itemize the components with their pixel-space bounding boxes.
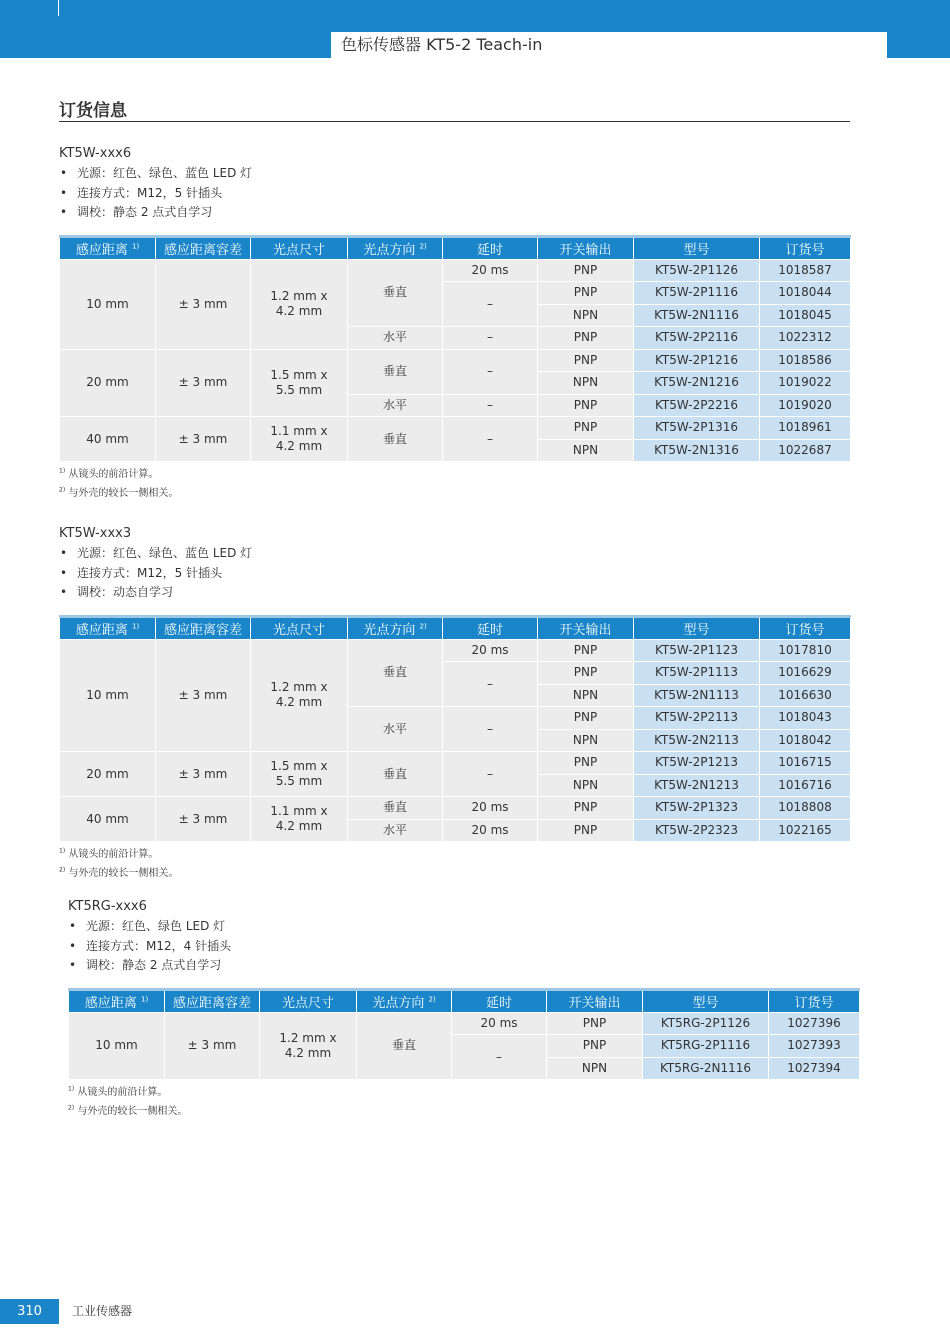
feature-item	[68, 956, 859, 976]
bullet-mark: •	[60, 185, 68, 200]
column-header-label: 型号	[683, 242, 710, 258]
column-header-label: 感应距离	[75, 242, 128, 258]
table-cell: KT5W-2N1316	[634, 439, 760, 462]
column-header-label: 光点方向	[363, 622, 416, 638]
column-header	[60, 236, 156, 259]
table-cell: 1018044	[760, 282, 851, 305]
column-header	[538, 616, 634, 639]
bullet-mark: •	[60, 166, 68, 180]
page-number: 310	[0, 1299, 59, 1324]
feature-item	[59, 583, 850, 603]
footnote-mark: 2)	[419, 622, 427, 631]
table-cell: 40 mm	[60, 417, 156, 462]
table-cell: –	[443, 662, 538, 707]
bullet-mark: •	[69, 958, 77, 972]
table-cell: PNP	[538, 394, 634, 417]
table-cell: 水平	[348, 327, 443, 350]
table-cell: 20 ms	[443, 819, 538, 842]
table-cell: 1018043	[760, 707, 851, 730]
table-cell: 40 mm	[60, 797, 156, 842]
column-header-label: 感应距离	[75, 622, 128, 638]
table-cell: 1.2 mm x 4.2 mm	[260, 1012, 357, 1080]
table-cell: NPN	[538, 684, 634, 707]
table-row	[60, 752, 851, 775]
table-cell: 1022165	[760, 819, 851, 842]
table-cell: PNP	[538, 797, 634, 820]
table-cell: KT5W-2N1113	[634, 684, 760, 707]
feature-text: 光源：红色、绿色 LED 灯	[86, 919, 226, 933]
table-cell: 1022687	[760, 439, 851, 462]
feature-text: 光源：红色、绿色、蓝色 LED 灯	[77, 166, 253, 180]
table-cell: KT5W-2N1213	[634, 774, 760, 797]
table-cell: 垂直	[348, 349, 443, 394]
column-header-label: 开关输出	[568, 995, 621, 1011]
table-cell: 20 ms	[443, 639, 538, 662]
column-header	[538, 236, 634, 259]
footnote-text: 与外壳的较长一侧相关。	[68, 488, 179, 499]
column-header	[156, 616, 251, 639]
product-group-kt5w-xxx6	[59, 145, 850, 503]
footnote-mark: 1)	[68, 1085, 75, 1093]
column-header	[452, 989, 547, 1012]
column-header	[547, 989, 643, 1012]
table-cell: NPN	[538, 304, 634, 327]
table-cell: ± 3 mm	[156, 797, 251, 842]
table-cell: 10 mm	[69, 1012, 165, 1080]
footnote	[59, 845, 850, 864]
table-cell: 1018586	[760, 349, 851, 372]
table-cell: 1016629	[760, 662, 851, 685]
table-cell: –	[443, 282, 538, 327]
table-cell: 1016716	[760, 774, 851, 797]
column-header-label: 延时	[485, 995, 512, 1011]
column-header	[348, 236, 443, 259]
footnote-mark: 2)	[428, 995, 436, 1004]
feature-list	[68, 917, 859, 976]
table-cell: 1022312	[760, 327, 851, 350]
table-cell: –	[443, 707, 538, 752]
table-cell: 1018587	[760, 259, 851, 282]
model-series-name: KT5W-xxx6	[59, 146, 132, 161]
model-series-name: KT5W-xxx3	[59, 526, 132, 541]
header-tick-mark	[58, 0, 59, 16]
column-header-label: 光点方向	[372, 995, 425, 1011]
footnote-text: 从镜头的前沿计算。	[68, 469, 159, 480]
table-cell: 1019020	[760, 394, 851, 417]
column-header	[443, 236, 538, 259]
column-header-label: 订货号	[794, 995, 834, 1011]
table-cell: 1016630	[760, 684, 851, 707]
footnote-text: 从镜头的前沿计算。	[77, 1087, 168, 1098]
table-cell: PNP	[538, 259, 634, 282]
table-cell: KT5W-2P1113	[634, 662, 760, 685]
table-cell: PNP	[538, 819, 634, 842]
table-cell: 1027396	[769, 1012, 860, 1035]
table-cell: PNP	[538, 282, 634, 305]
column-header	[251, 236, 348, 259]
column-header-label: 感应距离容差	[163, 622, 242, 638]
column-header	[156, 236, 251, 259]
table-cell: 1.1 mm x 4.2 mm	[251, 797, 348, 842]
column-header	[760, 236, 851, 259]
feature-item	[68, 937, 859, 957]
product-group-kt5w-xxx3	[59, 525, 850, 883]
feature-item	[59, 544, 850, 564]
table-cell: 垂直	[348, 797, 443, 820]
table-cell: 垂直	[348, 259, 443, 327]
column-header	[357, 989, 452, 1012]
table-cell: KT5W-2P1116	[634, 282, 760, 305]
footnotes	[59, 845, 850, 883]
table-row	[60, 349, 851, 372]
bullet-mark: •	[60, 205, 68, 219]
table-cell: 1018808	[760, 797, 851, 820]
table-cell: KT5W-2P1216	[634, 349, 760, 372]
table-row	[69, 1012, 860, 1035]
table-cell: 1.5 mm x 5.5 mm	[251, 752, 348, 797]
table-cell: –	[443, 349, 538, 394]
table-cell: –	[443, 417, 538, 462]
table-cell: ± 3 mm	[156, 417, 251, 462]
footnote-mark: 1)	[59, 847, 66, 855]
table-cell: KT5RG-2P1126	[643, 1012, 769, 1035]
table-cell: KT5W-2P2113	[634, 707, 760, 730]
table-cell: 垂直	[348, 417, 443, 462]
table-cell: KT5RG-2N1116	[643, 1057, 769, 1080]
column-header-label: 光点尺寸	[272, 242, 325, 258]
table-row	[60, 259, 851, 282]
table-cell: 1017810	[760, 639, 851, 662]
spec-table	[59, 615, 851, 843]
column-header-label: 延时	[476, 622, 503, 638]
column-header	[69, 989, 165, 1012]
table-cell: ± 3 mm	[165, 1012, 260, 1080]
table-cell: 水平	[348, 819, 443, 842]
footnote-mark: 2)	[68, 1104, 75, 1112]
table-cell: PNP	[538, 639, 634, 662]
footnote	[59, 864, 850, 883]
table-cell: KT5RG-2P1116	[643, 1035, 769, 1058]
spec-table	[59, 235, 851, 463]
footnote	[59, 484, 850, 503]
feature-item	[59, 164, 850, 184]
table-cell: ± 3 mm	[156, 349, 251, 417]
column-header-label: 光点尺寸	[281, 995, 334, 1011]
table-cell: KT5W-2N1216	[634, 372, 760, 395]
table-cell: PNP	[547, 1012, 643, 1035]
table-cell: KT5W-2N2113	[634, 729, 760, 752]
feature-text: 光源：红色、绿色、蓝色 LED 灯	[77, 546, 253, 560]
table-header-row	[69, 989, 860, 1012]
footnote-mark: 1)	[59, 467, 66, 475]
feature-item	[59, 184, 850, 204]
bullet-mark: •	[60, 546, 68, 560]
table-cell: 20 ms	[443, 259, 538, 282]
footnotes	[59, 465, 850, 503]
column-header	[443, 616, 538, 639]
column-header	[260, 989, 357, 1012]
table-cell: NPN	[538, 729, 634, 752]
feature-text: 调校：静态 2 点式自学习	[86, 958, 222, 972]
table-header-row	[60, 236, 851, 259]
column-header-label: 型号	[692, 995, 719, 1011]
feature-text: 连接方式：M12，5 针插头	[77, 565, 223, 580]
footnote-mark: 2)	[419, 242, 427, 251]
table-cell: 1027394	[769, 1057, 860, 1080]
table-cell: ± 3 mm	[156, 752, 251, 797]
footer-label: 工业传感器	[72, 1304, 133, 1318]
column-header-label: 订货号	[785, 622, 825, 638]
column-header-label: 感应距离容差	[163, 242, 242, 258]
table-row	[60, 417, 851, 440]
feature-item	[59, 564, 850, 584]
table-cell: –	[452, 1035, 547, 1080]
column-header-label: 光点尺寸	[272, 622, 325, 638]
table-cell: PNP	[538, 752, 634, 775]
table-cell: KT5W-2P2116	[634, 327, 760, 350]
table-cell: PNP	[547, 1035, 643, 1058]
footnote-mark: 1)	[131, 622, 140, 631]
footnote-text: 从镜头的前沿计算。	[68, 849, 159, 860]
feature-list	[59, 164, 850, 223]
table-cell: KT5W-2P1126	[634, 259, 760, 282]
table-cell: 垂直	[357, 1012, 452, 1080]
product-group-kt5rg-xxx6	[68, 898, 859, 1121]
table-cell: 1018961	[760, 417, 851, 440]
table-cell: ± 3 mm	[156, 259, 251, 349]
table-cell: 20 mm	[60, 349, 156, 417]
table-cell: 20 mm	[60, 752, 156, 797]
column-header-label: 感应距离	[84, 995, 137, 1011]
table-cell: 1.5 mm x 5.5 mm	[251, 349, 348, 417]
table-cell: 1.2 mm x 4.2 mm	[251, 259, 348, 349]
spec-table	[68, 988, 860, 1081]
footnote-mark: 1)	[131, 242, 140, 251]
column-header	[634, 236, 760, 259]
table-cell: KT5W-2P1316	[634, 417, 760, 440]
table-cell: 1.2 mm x 4.2 mm	[251, 639, 348, 752]
feature-item	[59, 203, 850, 223]
feature-list	[59, 544, 850, 603]
bullet-mark: •	[69, 919, 77, 933]
table-cell: NPN	[538, 439, 634, 462]
table-cell: 水平	[348, 707, 443, 752]
table-cell: 20 ms	[452, 1012, 547, 1035]
footnote-mark: 1)	[140, 995, 149, 1004]
table-cell: KT5W-2P2216	[634, 394, 760, 417]
section-title: 订货信息	[59, 96, 850, 122]
feature-item	[68, 917, 859, 937]
table-cell: PNP	[538, 417, 634, 440]
column-header-label: 订货号	[785, 242, 825, 258]
table-cell: –	[443, 327, 538, 350]
table-cell: NPN	[538, 372, 634, 395]
model-series-name: KT5RG-xxx6	[68, 899, 147, 914]
table-cell: 垂直	[348, 639, 443, 707]
table-cell: KT5W-2N1116	[634, 304, 760, 327]
table-cell: 1016715	[760, 752, 851, 775]
column-header	[165, 989, 260, 1012]
column-header	[769, 989, 860, 1012]
column-header-label: 型号	[683, 622, 710, 638]
table-header-row	[60, 616, 851, 639]
table-cell: ± 3 mm	[156, 639, 251, 752]
table-cell: 1019022	[760, 372, 851, 395]
table-cell: KT5W-2P1123	[634, 639, 760, 662]
column-header-label: 延时	[476, 242, 503, 258]
table-cell: 10 mm	[60, 259, 156, 349]
table-cell: KT5W-2P2323	[634, 819, 760, 842]
feature-text: 调校：静态 2 点式自学习	[77, 205, 213, 219]
table-cell: 10 mm	[60, 639, 156, 752]
bullet-mark: •	[60, 565, 68, 580]
column-header	[760, 616, 851, 639]
feature-text: 连接方式：M12，5 针插头	[77, 185, 223, 200]
table-cell: PNP	[538, 707, 634, 730]
table-row	[60, 797, 851, 820]
table-cell: PNP	[538, 349, 634, 372]
table-cell: –	[443, 394, 538, 417]
column-header-label: 光点方向	[363, 242, 416, 258]
table-cell: KT5W-2P1213	[634, 752, 760, 775]
table-cell: 1.1 mm x 4.2 mm	[251, 417, 348, 462]
page-title: 色标传感器 KT5-2 Teach-in	[331, 32, 887, 58]
footnote-text: 与外壳的较长一侧相关。	[77, 1106, 188, 1117]
footnote-mark: 2)	[59, 486, 66, 494]
bullet-mark: •	[69, 938, 77, 953]
footnote-text: 与外壳的较长一侧相关。	[68, 868, 179, 879]
table-cell: 垂直	[348, 752, 443, 797]
table-cell: 1018045	[760, 304, 851, 327]
column-header	[348, 616, 443, 639]
column-header-label: 开关输出	[559, 242, 612, 258]
feature-text: 连接方式：M12，4 针插头	[86, 938, 232, 953]
footnote	[59, 465, 850, 484]
table-cell: 水平	[348, 394, 443, 417]
table-cell: NPN	[538, 774, 634, 797]
table-cell: 1027393	[769, 1035, 860, 1058]
table-row	[60, 639, 851, 662]
footnote	[68, 1083, 859, 1102]
footnotes	[68, 1083, 859, 1121]
bullet-mark: •	[60, 585, 68, 599]
table-cell: 20 ms	[443, 797, 538, 820]
table-cell: NPN	[547, 1057, 643, 1080]
feature-text: 调校：动态自学习	[77, 585, 174, 599]
column-header-label: 感应距离容差	[172, 995, 251, 1011]
column-header	[251, 616, 348, 639]
table-cell: KT5W-2P1323	[634, 797, 760, 820]
table-cell: 1018042	[760, 729, 851, 752]
column-header-label: 开关输出	[559, 622, 612, 638]
table-cell: PNP	[538, 327, 634, 350]
column-header	[643, 989, 769, 1012]
footnote-mark: 2)	[59, 866, 66, 874]
table-cell: PNP	[538, 662, 634, 685]
table-cell: –	[443, 752, 538, 797]
column-header	[60, 616, 156, 639]
footnote	[68, 1102, 859, 1121]
column-header	[634, 616, 760, 639]
